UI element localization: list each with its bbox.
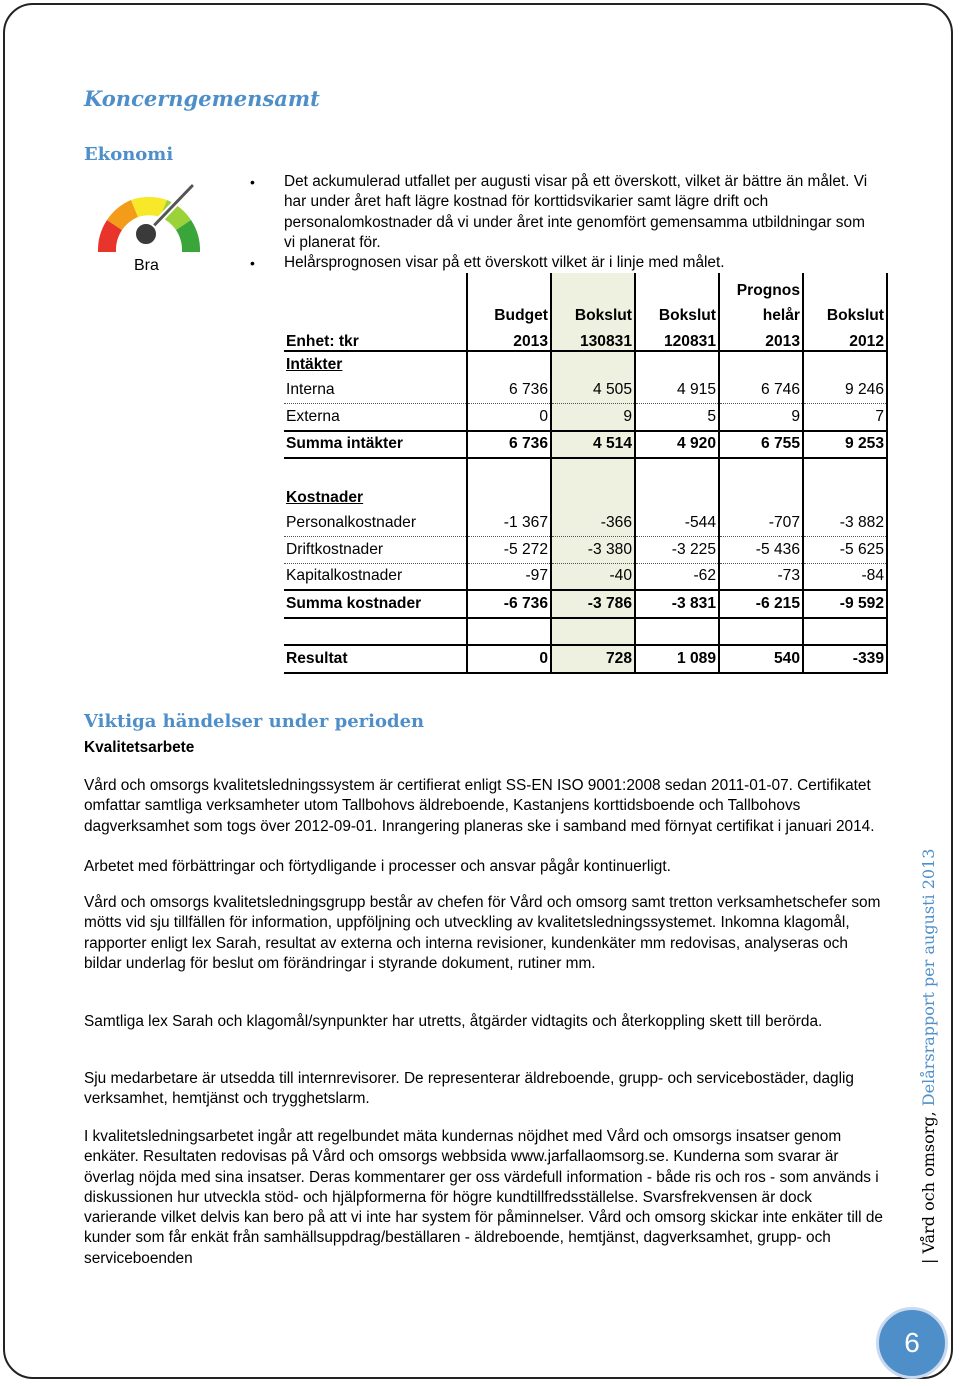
speedometer-gauge-icon: [88, 172, 210, 262]
table-cell: 4 514: [551, 431, 635, 459]
gauge-hub: [135, 223, 157, 245]
paragraph: Vård och omsorgs kvalitetsledningsgrupp består av chefen för Vård och omsorg samt tretton verksamhetschefer som mötts vid sju tillfällen för information, uppföljning och utveckling av kvalitetsledningssystemet. Inkomna klagomål, rapporter enligt lex Sarah, resultat av externa och interna revisioner, kundenkäter mm redovisas, analyseras och bildar underlag för beslut om förändringar i styrande dokument, rutiner mm.: [84, 894, 881, 972]
table-cell: -339: [803, 645, 887, 673]
table-row: [284, 563, 887, 590]
table-cell: -3 831: [635, 590, 719, 618]
table-cell: Bokslut: [803, 299, 887, 325]
table-header-row: [284, 324, 887, 351]
table-cell: -97: [467, 563, 551, 590]
page-number-badge: [876, 1307, 948, 1379]
table-cell: 728: [551, 645, 635, 673]
table-cell: -707: [719, 510, 803, 536]
paragraph: Arbetet med förbättringar och förtydligande i processer och ansvar pågår kontinuerligt.: [84, 858, 671, 875]
table-cell: 4 915: [635, 377, 719, 403]
table-cell: Interna: [284, 377, 467, 403]
table-cell: -5 272: [467, 536, 551, 563]
table-cell: -3 882: [803, 510, 887, 536]
section-title: Koncerngemensamt: [84, 86, 320, 111]
table-cell: -40: [551, 563, 635, 590]
table-cell: 9 253: [803, 431, 887, 459]
table-cell: [467, 273, 551, 299]
table-cell: -5 625: [803, 536, 887, 563]
table-cell: Prognos: [719, 273, 803, 299]
table-cell: -3 225: [635, 536, 719, 563]
financial-table: [284, 273, 888, 674]
table-cell: 130831: [551, 324, 635, 351]
table-cell: Enhet: tkr: [284, 324, 467, 351]
events-title: Viktiga händelser under perioden: [84, 711, 425, 732]
table-cell: 4 505: [551, 377, 635, 403]
table-cell: 4 920: [635, 431, 719, 459]
table-header-row: [284, 273, 887, 299]
table-row: [284, 485, 887, 511]
table-cell: -6 736: [467, 590, 551, 618]
table-cell: Bokslut: [635, 299, 719, 325]
section-label-intakter: Intäkter: [286, 355, 343, 373]
table-row: [284, 351, 887, 378]
sidebar-footer: [893, 848, 938, 1264]
table-cell: 6 736: [467, 431, 551, 459]
bullet-item: • Det ackumulerad utfallet per augusti visar på ett överskott, vilket är bättre än målet. Vi har under året haft lägre kostnad för korttidsvikarier samt lägre drift och personalomkostnader då vi under året inte genomfört gemensamma utbildningar som vi planerat för.: [250, 172, 880, 253]
table-cell: Kapitalkostnader: [284, 563, 467, 590]
table-row: [284, 403, 887, 430]
sidebar-doc-title: Delårsrapport per augusti 2013: [919, 848, 938, 1107]
gauge-label: Bra: [134, 257, 159, 274]
table-cell: 9: [719, 403, 803, 430]
table-cell: 6 755: [719, 431, 803, 459]
subsection-title: Ekonomi: [84, 144, 174, 165]
table-cell: Summa kostnader: [284, 590, 467, 618]
summary-bullet-list: [250, 172, 880, 273]
sidebar-org: Vård och omsorg: [919, 1116, 938, 1254]
table-cell: 5: [635, 403, 719, 430]
table-cell: 2013: [719, 324, 803, 351]
table-cell: 1 089: [635, 645, 719, 673]
table-cell: -544: [635, 510, 719, 536]
bullet-item: • Helårsprognosen visar på ett överskott vilket är i linje med målet.: [250, 253, 880, 273]
table-cell: 2013: [467, 324, 551, 351]
table-cell: 7: [803, 403, 887, 430]
table-cell: Externa: [284, 403, 467, 430]
table-cell: 540: [719, 645, 803, 673]
paragraph: Sju medarbetare är utsedda till internrevisorer. De representerar äldreboende, grupp- och servicebostäder, daglig verksamhet, hemtjänst och trygghetslarm.: [84, 1070, 854, 1108]
table-cell: [803, 273, 887, 299]
sidebar-bar: |: [919, 1258, 938, 1264]
table-row: [284, 536, 887, 563]
table-cell: -5 436: [719, 536, 803, 563]
table-cell: [284, 273, 467, 299]
table-cell: -84: [803, 563, 887, 590]
paragraph: Samtliga lex Sarah och klagomål/synpunkter har utretts, åtgärder vidtagits och återkoppling skett till berörda.: [84, 1013, 823, 1030]
table-row: [284, 377, 887, 403]
table-cell: -366: [551, 510, 635, 536]
table-cell: 2012: [803, 324, 887, 351]
sidebar-separator: ,: [919, 1106, 938, 1117]
table-row-result: [284, 645, 887, 673]
paragraph: I kvalitetsledningsarbetet ingår att regelbundet mäta kundernas nöjdhet med Vård och omsorgs insatser genom enkäter. Resultaten redovisas på Vård och omsorgs webbsida www.jarfallaomsorg.se. Kunderna som svarar är överlag nöjda med sina insatser. Deras kommentarer ger oss värdefull information - både ris och ros - som används i diskussionen hur utveckla stöd- och hjälpformerna för högre kundtillfredsställelse. Svarsfrekvensen är dock varierande vilket delvis kan bero på att vi inte har system för påminnelser. Vård och omsorg skickar inte enkäter till de kunder som får enkät från samhällsuppdrag/beställaren - äldreboende, hemtjänst, dagverksamhet, grupp- och serviceboenden: [84, 1128, 883, 1267]
table-cell: [635, 273, 719, 299]
table-cell: [551, 273, 635, 299]
table-cell: Driftkostnader: [284, 536, 467, 563]
paragraph: Vård och omsorgs kvalitetsledningssystem är certifierat enligt SS-EN ISO 9001:2008 sedan 2011-01-07. Certifikatet omfattar samtliga verksamheter utom Tallbohovs äldreboende, Kastanjens korttidsboende och Tallbohovs dagverksamhet som togs över 2012-09-01. Inrangering planeras ske i samband med förnyat certifikat i januari 2014.: [84, 777, 875, 835]
table-cell: Resultat: [284, 645, 467, 673]
table-cell: helår: [719, 299, 803, 325]
table-cell: -3 786: [551, 590, 635, 618]
table-row-spacer: [284, 618, 887, 646]
table-row-spacer: [284, 458, 887, 485]
section-label-kostnader: Kostnader: [286, 488, 364, 506]
table-cell: [284, 299, 467, 325]
table-cell: -3 380: [551, 536, 635, 563]
table-cell: Personalkostnader: [284, 510, 467, 536]
table-cell: 9: [551, 403, 635, 430]
table-cell: -73: [719, 563, 803, 590]
table-cell: 0: [467, 645, 551, 673]
table-cell: 6 746: [719, 377, 803, 403]
table-cell: Budget: [467, 299, 551, 325]
table-header-row: [284, 299, 887, 325]
table-row-summary: [284, 431, 887, 459]
table-row-summary: [284, 590, 887, 618]
table-cell: -62: [635, 563, 719, 590]
table-cell: 9 246: [803, 377, 887, 403]
table-cell: 120831: [635, 324, 719, 351]
table-cell: -6 215: [719, 590, 803, 618]
table-cell: -9 592: [803, 590, 887, 618]
events-subtitle: Kvalitetsarbete: [84, 739, 195, 756]
table-row: [284, 510, 887, 536]
page-number: 6: [904, 1327, 920, 1358]
table-cell: Summa intäkter: [284, 431, 467, 459]
table-cell: -1 367: [467, 510, 551, 536]
table-cell: Bokslut: [551, 299, 635, 325]
table-cell: 0: [467, 403, 551, 430]
table-cell: 6 736: [467, 377, 551, 403]
